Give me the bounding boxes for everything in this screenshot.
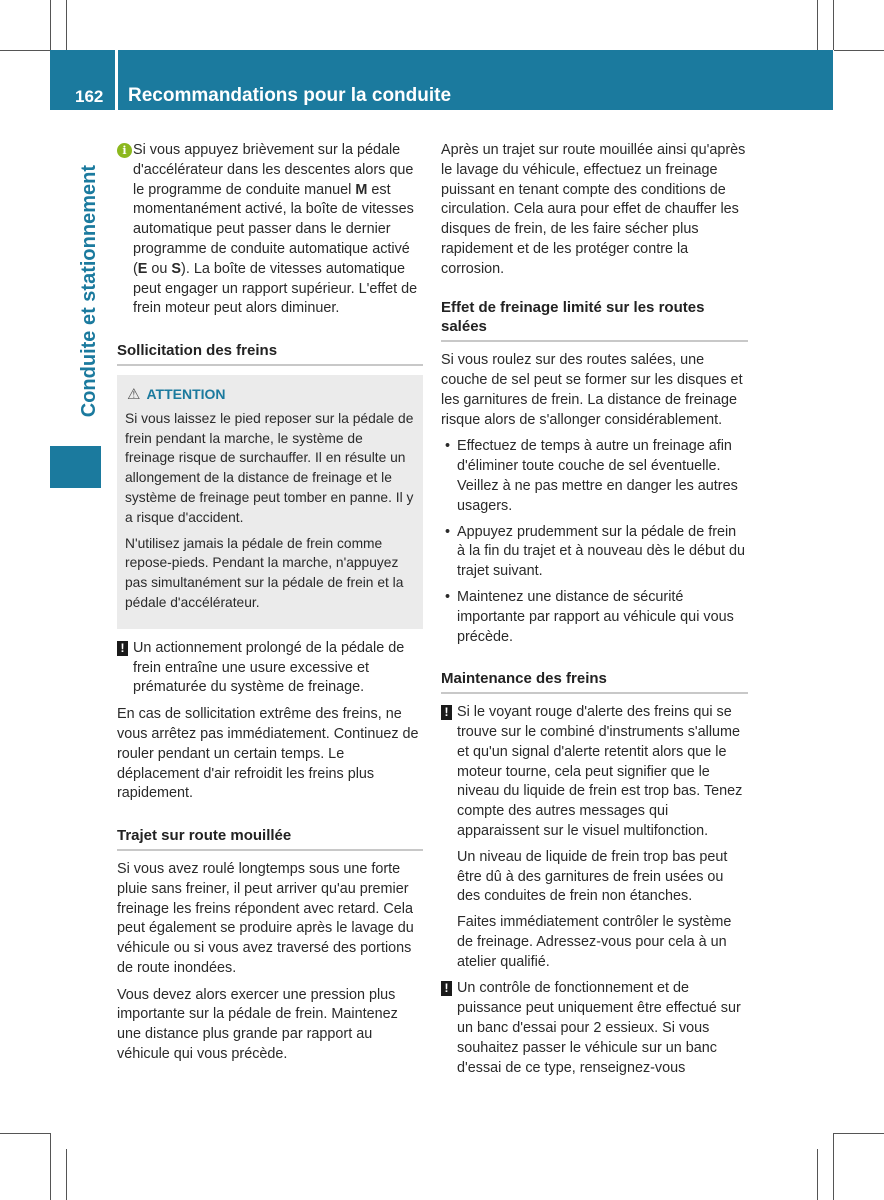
caution-note-text: Si le voyant rouge d'alerte des freins qui se trouve sur le combiné d'instruments s'allume et qu'un signal d'alerte retentit alors que le moteur tourne, cela peut signifier que le niveau du liquide de frein est trop bas. Tenez compte des autres messages qui apparaissent sur le visuel multifonction. xyxy=(457,704,743,839)
chapter-tab-marker xyxy=(50,446,101,488)
page-header xyxy=(50,50,833,110)
crop-mark xyxy=(817,1149,818,1200)
page-title: Recommandations pour la conduite xyxy=(128,85,452,106)
heading-route-mouillee: Trajet sur route mouillée xyxy=(117,826,423,851)
exclamation-icon: ! xyxy=(441,705,452,720)
right-column xyxy=(441,141,748,1085)
crop-mark xyxy=(834,50,884,51)
heading-routes-salees: Effet de freinage limité sur les routes salées xyxy=(441,298,748,343)
crop-mark xyxy=(50,1133,51,1200)
crop-mark xyxy=(50,0,51,50)
caution-note xyxy=(441,703,748,972)
caution-note xyxy=(441,979,748,1078)
info-icon: i xyxy=(117,143,132,158)
warning-paragraph: N'utilisez jamais la pédale de frein comme repose-pieds. Pendant la marche, n'appuyez pas simultanément sur la pédale de frein et la pédale d'accélérateur. xyxy=(125,535,404,610)
chapter-title: Conduite et stationnement xyxy=(78,165,100,418)
caution-note-text: Faites immédiatement contrôler le système de freinage. Adressez-vous pour cela à un atelier qualifié. xyxy=(457,914,732,970)
warning-title: ATTENTION xyxy=(146,385,226,402)
crop-mark xyxy=(833,0,834,50)
caution-note xyxy=(117,639,423,698)
list-item: • Maintenez une distance de sécurité importante par rapport au véhicule qui vous précède. xyxy=(441,588,748,647)
exclamation-icon: ! xyxy=(441,981,452,996)
paragraph-extreme: En cas de sollicitation extrême des freins, ne vous arrêtez pas immédiatement. Continuez de rouler pendant un certain temps. Le déplacement d'air refroidit les freins plus rapidement. xyxy=(117,706,419,802)
exclamation-icon: ! xyxy=(117,641,128,656)
paragraph-mouillee-1: Si vous avez roulé longtemps sous une forte pluie sans freiner, il peut arriver qu'au premier freinage les freins répondent avec retard. Cela peut également se produire après le lavage du véhicule ou si vous avez traversé des portions de route inondées. xyxy=(117,860,414,976)
crop-mark xyxy=(817,0,818,50)
paragraph-salees: Si vous roulez sur des routes salées, une couche de sel peut se former sur les disques et les garnitures de frein. La distance de freinage risque alors de s'allonger considérablement. xyxy=(441,352,743,428)
warning-triangle-icon: ⚠ xyxy=(127,385,141,403)
warning-paragraph: Si vous laissez le pied reposer sur la pédale de frein pendant la marche, le système de freinage risque de surchauffer. Il en résulte un allongement de la distance de freinage et le système de freinage peut tomber en panne. Il y a risque d'accident. xyxy=(125,410,414,525)
heading-maintenance-freins: Maintenance des freins xyxy=(441,669,748,694)
salt-bullet-list xyxy=(441,437,748,647)
caution-note-text: Un niveau de liquide de frein trop bas peut être dû à des garnitures de frein usées ou des conduites de frein non étanches. xyxy=(457,848,728,905)
bold-text: S xyxy=(171,260,182,277)
crop-mark xyxy=(834,1133,884,1134)
info-note xyxy=(117,141,423,319)
crop-mark xyxy=(0,50,50,51)
info-note-text: Si vous appuyez brièvement sur la pédale d'accélérateur dans les descentes alors que le programme de conduite manuel M est momentanément activé, la boîte de vitesses automatique peut passer dans le dernier programme de conduite automatique activé (E ou S). La boîte de vitesses automatique peut engager un rapport supérieur. L'effet de frein moteur peut alors diminuer. xyxy=(133,142,418,317)
page-number: 162 xyxy=(75,87,104,106)
crop-mark xyxy=(0,1133,50,1134)
crop-mark xyxy=(833,1133,834,1200)
crop-mark xyxy=(66,0,67,50)
crop-mark xyxy=(66,1149,67,1200)
list-item: • Appuyez prudemment sur la pédale de frein à la fin du trajet et à nouveau dès le début du trajet suivant. xyxy=(441,523,748,582)
caution-note-text: Un actionnement prolongé de la pédale de frein entraîne une usure excessive et prématurée du système de freinage. xyxy=(133,639,405,696)
warning-heading xyxy=(125,385,415,405)
paragraph-mouillee-2: Vous devez alors exercer une pression plus importante sur la pédale de frein. Maintenez une distance plus grande par rapport au véhicule qui vous précède. xyxy=(117,986,398,1063)
heading-sollicitation-freins: Sollicitation des freins xyxy=(117,341,423,366)
left-column xyxy=(117,141,423,1072)
warning-box xyxy=(117,375,423,629)
list-item: • Effectuez de temps à autre un freinage afin d'éliminer toute couche de sel éventuelle. Veillez à ne pas mettre en danger les autres usagers. xyxy=(441,437,748,516)
bold-text: M xyxy=(355,181,368,198)
caution-note-text: Un contrôle de fonctionnement et de puissance peut uniquement être effectué sur un banc d'essai pour 2 essieux. Si vous souhaitez passer le véhicule sur un banc d'essai de ce type, renseignez-vous xyxy=(457,980,741,1076)
bold-text: E xyxy=(137,260,148,277)
paragraph-lavage: Après un trajet sur route mouillée ainsi qu'après le lavage du véhicule, effectuez un freinage puissant en tenant compte des conditions de circulation. Cela aura pour effet de chauffer les disques de frein, de les faire sécher plus rapidement et de les protéger contre la corrosion. xyxy=(441,142,746,277)
header-divider xyxy=(115,50,118,110)
